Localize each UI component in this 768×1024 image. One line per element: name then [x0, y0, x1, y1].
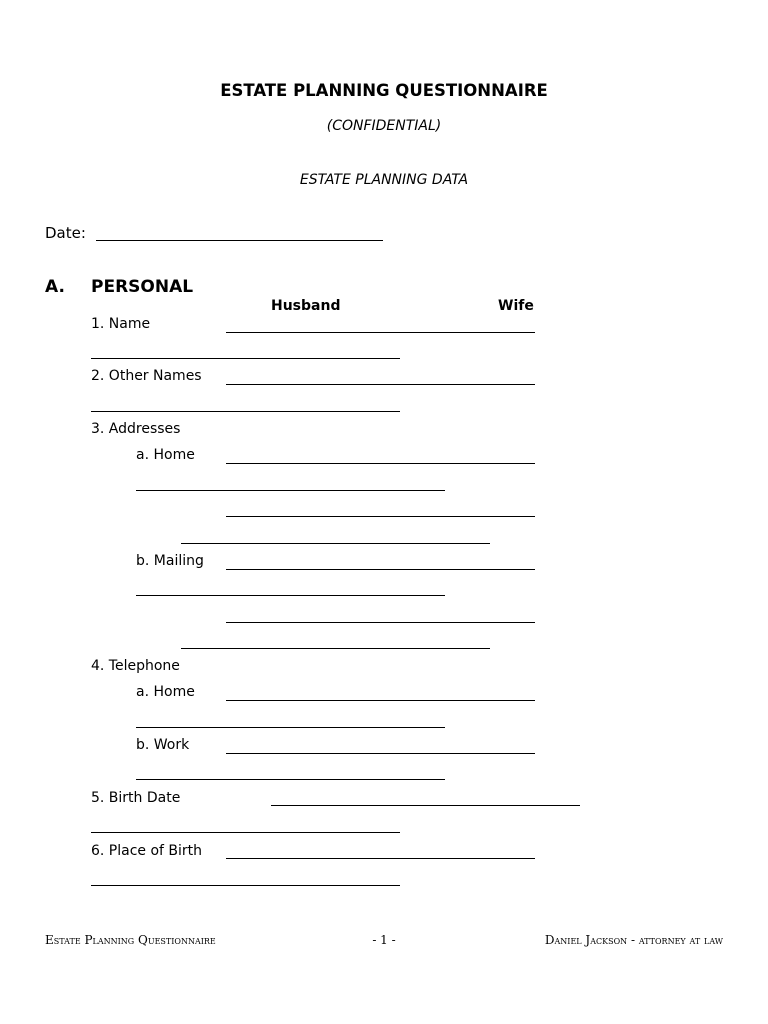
- telephone-label: 4. Telephone: [91, 658, 180, 674]
- place-of-birth-label: 6. Place of Birth: [91, 843, 203, 859]
- footer-attorney: Daniel Jackson - attorney at law: [544, 933, 723, 947]
- wife-column-header: Wife: [498, 298, 534, 314]
- section-a-title: PERSONAL: [91, 277, 194, 297]
- mailing-address-label: b. Mailing: [136, 553, 204, 569]
- section-heading: ESTATE PLANNING DATA: [299, 172, 469, 188]
- mailing-address-field-wife-1[interactable]: [136, 595, 445, 596]
- place-of-birth-field-wife[interactable]: [91, 885, 400, 886]
- name-field-wife[interactable]: [91, 358, 400, 359]
- work-phone-field-husband[interactable]: [226, 753, 535, 754]
- date-label: Date:: [45, 224, 86, 242]
- birth-date-label: 5. Birth Date: [91, 790, 181, 806]
- birth-date-field-husband[interactable]: [271, 805, 580, 806]
- other-names-field-husband[interactable]: [226, 384, 535, 385]
- footer-page-number: - 1 -: [372, 933, 396, 947]
- addresses-label: 3. Addresses: [91, 421, 181, 437]
- home-phone-field-husband[interactable]: [226, 700, 535, 701]
- home-address-label: a. Home: [136, 447, 195, 463]
- home-address-field-wife-1[interactable]: [136, 490, 445, 491]
- confidential-subtitle: (CONFIDENTIAL): [326, 118, 442, 134]
- home-address-field-husband-1[interactable]: [226, 463, 535, 464]
- footer-document-name: Estate Planning Questionnaire: [45, 933, 216, 947]
- husband-column-header: Husband: [271, 298, 341, 314]
- mailing-address-field-husband-1[interactable]: [226, 569, 535, 570]
- place-of-birth-field-husband[interactable]: [226, 858, 535, 859]
- date-field[interactable]: [96, 240, 383, 241]
- mailing-address-field-husband-2[interactable]: [226, 622, 535, 623]
- home-phone-label: a. Home: [136, 684, 195, 700]
- name-label: 1. Name: [91, 316, 151, 332]
- work-phone-label: b. Work: [136, 737, 190, 753]
- mailing-address-field-wife-2[interactable]: [181, 648, 490, 649]
- other-names-field-wife[interactable]: [91, 411, 400, 412]
- other-names-label: 2. Other Names: [91, 368, 202, 384]
- home-phone-field-wife[interactable]: [136, 727, 445, 728]
- home-address-field-husband-2[interactable]: [226, 516, 535, 517]
- work-phone-field-wife[interactable]: [136, 779, 445, 780]
- birth-date-field-wife[interactable]: [91, 832, 400, 833]
- section-a-letter: A.: [45, 277, 65, 297]
- home-address-field-wife-2[interactable]: [181, 543, 490, 544]
- document-title: ESTATE PLANNING QUESTIONNAIRE: [220, 81, 548, 100]
- name-field-husband[interactable]: [226, 332, 535, 333]
